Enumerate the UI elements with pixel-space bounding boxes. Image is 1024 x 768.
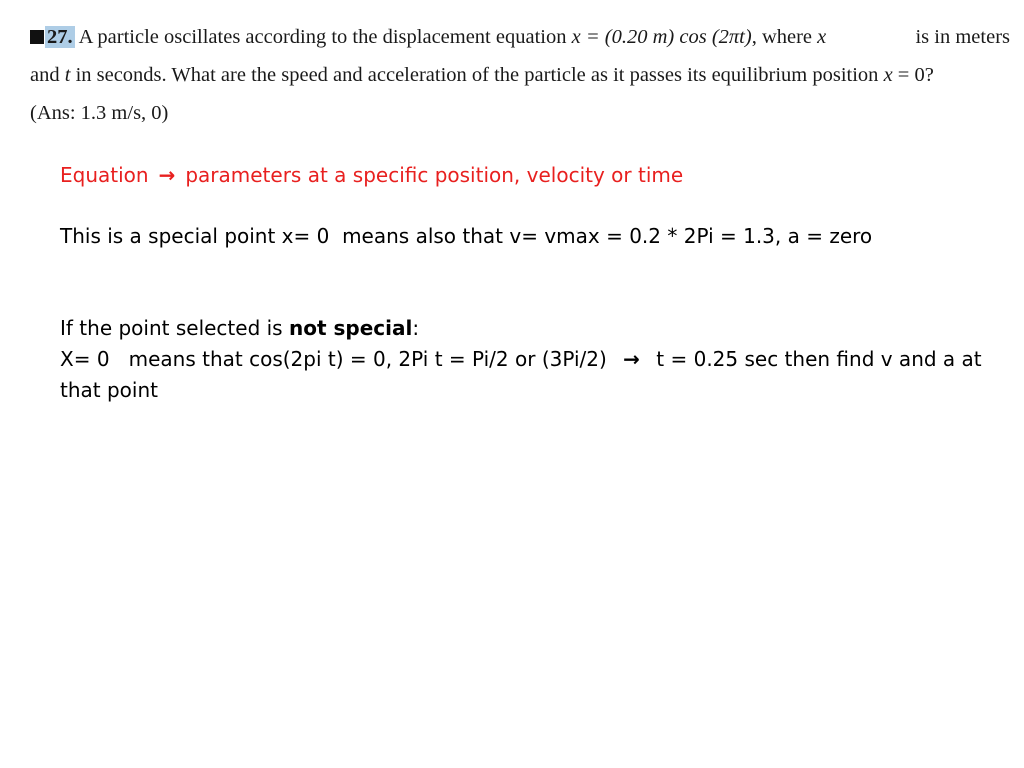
right-arrow-icon: → — [623, 347, 640, 371]
problem-line-2 — [30, 56, 1020, 94]
not-special-suffix: : — [412, 316, 420, 340]
special-point-text: This is a special point x= 0 means also that v= vmax = 0.2 * 2Pi = 1.3, a = zero — [60, 224, 873, 248]
variable-x: x — [817, 26, 827, 48]
problem-statement — [30, 18, 1020, 132]
slide-notes — [60, 160, 1000, 406]
problem-text: and — [30, 64, 65, 86]
not-special-bold: not special — [288, 316, 413, 340]
displacement-equation: x = (0.20 m) cos (2πt) — [571, 26, 752, 48]
calculation-continuation: that point — [60, 378, 158, 402]
not-special-prefix: If the point selected is — [60, 316, 289, 340]
notes-heading — [60, 160, 1000, 191]
variable-x: x — [883, 64, 893, 86]
problem-text: is in meters — [910, 26, 1010, 48]
problem-text: in seconds. What are the speed and acceleration of the particle as it passes its equilibrium position — [70, 64, 884, 86]
problem-text: = 0? — [892, 64, 934, 86]
calculation-line — [60, 344, 1000, 375]
problem-line-1-left — [30, 18, 826, 56]
right-arrow-icon: → — [158, 163, 176, 187]
answer-text: (Ans: 1.3 m/s, 0) — [30, 102, 169, 124]
calculation-right: t = 0.25 sec then find v and a at — [649, 347, 982, 371]
not-special-line — [60, 313, 1000, 344]
calculation-left: X= 0 means that cos(2pi t) = 0, 2Pi t = Pi/2 or (3Pi/2) — [60, 347, 614, 371]
square-bullet-icon — [30, 30, 44, 44]
heading-left: Equation — [60, 163, 149, 187]
problem-text: A particle oscillates according to the displacement equation — [78, 26, 572, 48]
problem-number: 27. — [47, 26, 73, 48]
heading-right: parameters at a specific position, velocity or time — [185, 163, 684, 187]
problem-text: , where — [751, 26, 818, 48]
problem-line-1 — [30, 18, 1010, 56]
variable-t: t — [64, 64, 71, 86]
